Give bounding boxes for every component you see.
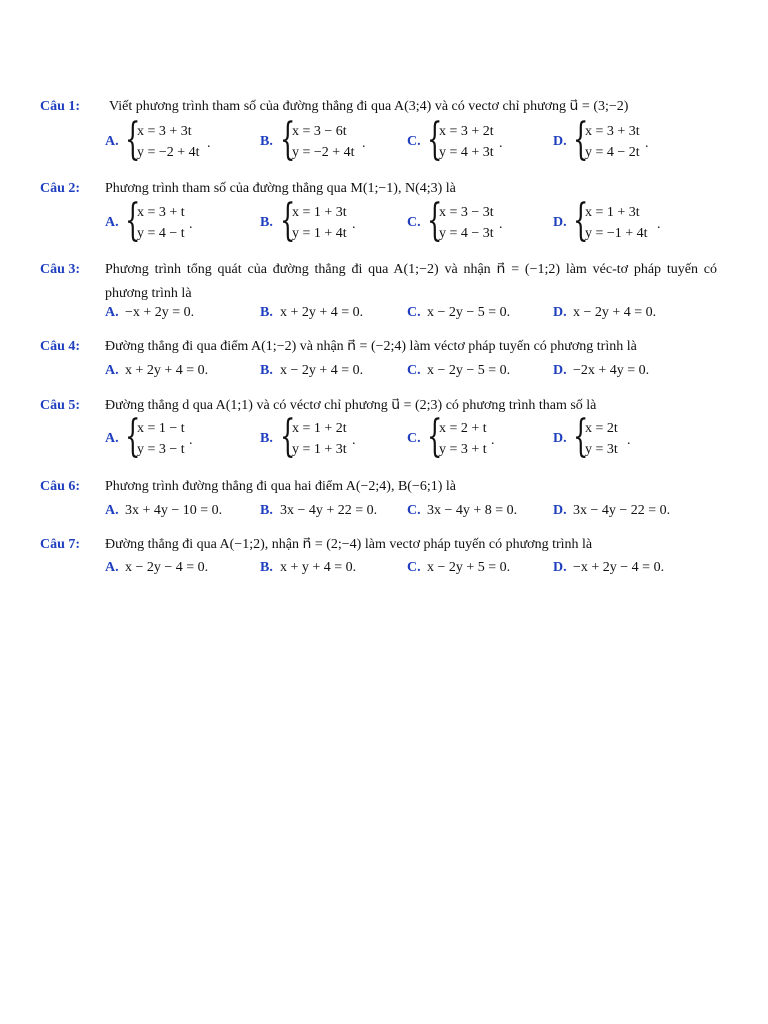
brace-icon: { xyxy=(427,195,443,246)
option-label: A. xyxy=(105,305,119,320)
period: . xyxy=(189,217,193,232)
option-label: B. xyxy=(260,134,273,149)
equation-y: y = 1 + 3t xyxy=(292,442,347,457)
option-value: 3x + 4y − 10 = 0. xyxy=(125,503,223,518)
option-label: C. xyxy=(407,431,421,446)
option-value: −2x + 4y = 0. xyxy=(573,363,650,378)
equation-y: y = 1 + 4t xyxy=(292,226,347,241)
brace-icon: { xyxy=(125,114,141,165)
period: . xyxy=(352,433,356,448)
equation-x: x = 1 + 2t xyxy=(292,421,347,436)
option-label: C. xyxy=(407,363,421,378)
option-label: A. xyxy=(105,560,119,575)
equation-y: y = 4 + 3t xyxy=(439,145,494,160)
question-label: Câu 5: xyxy=(40,398,81,413)
equation-y: y = 4 − t xyxy=(137,226,185,241)
question-label: Câu 3: xyxy=(40,262,81,277)
brace-icon: { xyxy=(280,114,296,165)
equation-x: x = 1 + 3t xyxy=(585,205,640,220)
equation-x: x = 1 − t xyxy=(137,421,185,436)
brace-icon: { xyxy=(125,195,141,246)
option-label: B. xyxy=(260,215,273,230)
question-label: Câu 6: xyxy=(40,479,81,494)
option-label: B. xyxy=(260,363,273,378)
question-text: Phương trình tổng quát của đường thẳng đi qua A(1;−2) và nhận n⃗ = (−1;2) làm véc-tơ pháp tuyến có phương trình là xyxy=(105,262,717,301)
equation-x: x = 2 + t xyxy=(439,421,487,436)
brace-icon: { xyxy=(427,411,443,462)
equation-y: y = −1 + 4t xyxy=(585,226,648,241)
option-value: x − 2y − 5 = 0. xyxy=(427,363,511,378)
option-label: D. xyxy=(553,431,567,446)
equation-y: y = −2 + 4t xyxy=(292,145,355,160)
option-label: A. xyxy=(105,134,119,149)
equation-x: x = 3 − 3t xyxy=(439,205,494,220)
equation-y: y = 4 − 3t xyxy=(439,226,494,241)
option-label: C. xyxy=(407,560,421,575)
option-label: B. xyxy=(260,503,273,518)
question-label: Câu 7: xyxy=(40,537,81,552)
equation-y: y = 3t xyxy=(585,442,618,457)
period: . xyxy=(207,136,211,151)
option-value: x + y + 4 = 0. xyxy=(280,560,357,575)
equation-y: y = 3 + t xyxy=(439,442,487,457)
question-label: Câu 2: xyxy=(40,181,81,196)
option-value: x + 2y + 4 = 0. xyxy=(280,305,364,320)
brace-icon: { xyxy=(280,411,296,462)
period: . xyxy=(352,217,356,232)
equation-x: x = 3 + 3t xyxy=(585,124,640,139)
option-label: A. xyxy=(105,431,119,446)
period: . xyxy=(491,433,495,448)
option-value: x − 2y + 4 = 0. xyxy=(573,305,657,320)
equation-x: x = 3 + 3t xyxy=(137,124,192,139)
equation-y: y = 3 − t xyxy=(137,442,185,457)
question-text: Viết phương trình tham số của đường thẳng đi qua A(3;4) và có vectơ chỉ phương u⃗ = (3;−2) xyxy=(109,99,629,114)
question-text: Phương trình tham số của đường thẳng qua M(1;−1), N(4;3) là xyxy=(105,181,456,196)
option-label: D. xyxy=(553,215,567,230)
option-value: 3x − 4y + 22 = 0. xyxy=(280,503,378,518)
equation-y: y = 4 − 2t xyxy=(585,145,640,160)
option-value: x − 2y + 4 = 0. xyxy=(280,363,364,378)
period: . xyxy=(499,136,503,151)
equation-y: y = −2 + 4t xyxy=(137,145,200,160)
brace-icon: { xyxy=(280,195,296,246)
option-label: D. xyxy=(553,305,567,320)
question-label: Câu 1: xyxy=(40,99,81,114)
question-text: Đường thẳng đi qua A(−1;2), nhận n⃗ = (2;−4) làm vectơ pháp tuyến có phương trình là xyxy=(105,537,593,552)
option-label: D. xyxy=(553,134,567,149)
option-label: C. xyxy=(407,305,421,320)
question-text: Đường thẳng đi qua điểm A(1;−2) và nhận n⃗ = (−2;4) làm véctơ pháp tuyến có phương trình là xyxy=(105,339,637,354)
period: . xyxy=(657,217,661,232)
option-label: B. xyxy=(260,305,273,320)
option-label: A. xyxy=(105,503,119,518)
period: . xyxy=(362,136,366,151)
brace-icon: { xyxy=(573,114,589,165)
period: . xyxy=(627,433,631,448)
equation-x: x = 3 − 6t xyxy=(292,124,347,139)
brace-icon: { xyxy=(125,411,141,462)
equation-x: x = 3 + t xyxy=(137,205,185,220)
question-text: Phương trình đường thẳng đi qua hai điểm A(−2;4), B(−6;1) là xyxy=(105,479,457,494)
brace-icon: { xyxy=(573,411,589,462)
option-value: −x + 2y − 4 = 0. xyxy=(573,560,665,575)
option-label: C. xyxy=(407,503,421,518)
question-label: Câu 4: xyxy=(40,339,81,354)
option-label: D. xyxy=(553,503,567,518)
option-label: B. xyxy=(260,560,273,575)
option-label: A. xyxy=(105,363,119,378)
brace-icon: { xyxy=(573,195,589,246)
option-value: x − 2y + 5 = 0. xyxy=(427,560,511,575)
option-label: C. xyxy=(407,134,421,149)
question-text: Đường thẳng d qua A(1;1) và có véctơ chỉ phương u⃗ = (2;3) có phương trình tham số là xyxy=(105,398,597,413)
option-label: A. xyxy=(105,215,119,230)
equation-x: x = 2t xyxy=(585,421,618,436)
period: . xyxy=(499,217,503,232)
option-value: x − 2y − 5 = 0. xyxy=(427,305,511,320)
option-label: D. xyxy=(553,363,567,378)
period: . xyxy=(189,433,193,448)
option-label: D. xyxy=(553,560,567,575)
equation-x: x = 1 + 3t xyxy=(292,205,347,220)
option-value: 3x − 4y + 8 = 0. xyxy=(427,503,518,518)
option-value: x − 2y − 4 = 0. xyxy=(125,560,209,575)
equation-x: x = 3 + 2t xyxy=(439,124,494,139)
option-value: x + 2y + 4 = 0. xyxy=(125,363,209,378)
option-label: C. xyxy=(407,215,421,230)
option-label: B. xyxy=(260,431,273,446)
option-value: 3x − 4y − 22 = 0. xyxy=(573,503,671,518)
brace-icon: { xyxy=(427,114,443,165)
option-value: −x + 2y = 0. xyxy=(125,305,195,320)
period: . xyxy=(645,136,649,151)
